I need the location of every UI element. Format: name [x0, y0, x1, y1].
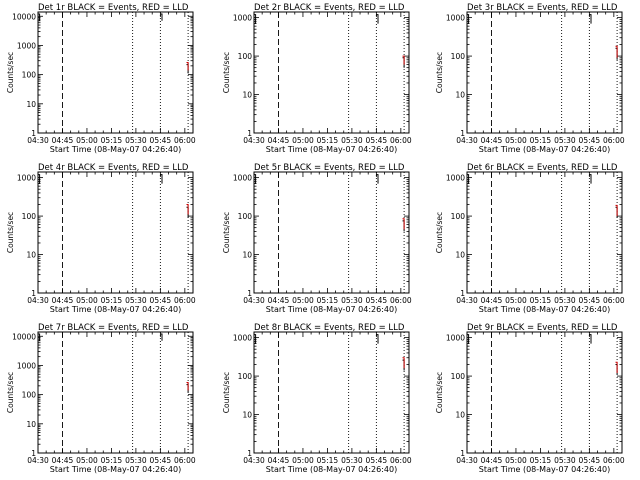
y-axis-label: Counts/sec [6, 371, 15, 414]
y-tick-label: 100 [450, 372, 465, 382]
x-tick-label: 05:15 [529, 136, 552, 145]
x-tick-label: 04:45 [51, 296, 74, 305]
x-tick-label: 04:30 [27, 296, 49, 305]
y-tick-label: 10 [242, 410, 252, 420]
x-tick-label: 04:30 [456, 136, 478, 145]
lld-series-line [616, 362, 618, 373]
x-tick-label: 04:45 [480, 296, 503, 305]
y-tick-label: 100 [450, 212, 465, 222]
x-tick-label: 04:45 [51, 136, 74, 145]
detector-panel [222, 3, 412, 154]
detector-panel [6, 3, 196, 154]
x-tick-label: 06:00 [174, 456, 196, 465]
x-tick-label: 04:30 [243, 456, 265, 465]
x-tick-label: 05:15 [100, 296, 123, 305]
y-tick-label: 10000 [12, 12, 36, 22]
y-tick-label: 1000 [16, 361, 36, 371]
plot-frame [38, 12, 193, 133]
y-tick-label: 1000 [232, 333, 252, 343]
plot-frame [467, 332, 622, 453]
panel-title: Det 6r BLACK = Events, RED = LLD [467, 163, 618, 173]
x-tick-label: 04:30 [243, 136, 265, 145]
y-tick-label: 100 [21, 70, 36, 80]
x-tick-label: 05:30 [554, 136, 576, 145]
x-tick-label: 06:00 [603, 136, 625, 145]
y-tick-label: 10000 [12, 332, 36, 342]
plot-frame [467, 12, 622, 133]
x-tick-label: 05:00 [292, 296, 314, 305]
lld-series-line [403, 358, 405, 369]
y-tick-label: 100 [237, 372, 252, 382]
lld-series-line [403, 219, 405, 230]
x-tick-label: 05:30 [125, 136, 147, 145]
x-tick-label: 05:15 [529, 456, 552, 465]
lld-series-line [187, 205, 189, 215]
x-tick-label: 05:45 [149, 136, 172, 145]
x-tick-label: 06:00 [174, 136, 196, 145]
x-tick-label: 04:45 [267, 296, 290, 305]
plot-frame [38, 332, 193, 453]
y-tick-label: 10 [455, 250, 465, 260]
x-tick-label: 06:00 [390, 456, 412, 465]
y-axis-label: Counts/sec [435, 51, 444, 94]
y-tick-label: 10 [26, 99, 36, 109]
x-axis-label: Start Time (08-May-07 04:26:40) [265, 145, 398, 154]
x-tick-label: 06:00 [174, 296, 196, 305]
x-tick-label: 05:15 [529, 296, 552, 305]
x-tick-label: 05:15 [316, 136, 339, 145]
y-tick-label: 100 [21, 212, 36, 222]
x-axis-label: Start Time (08-May-07 04:26:40) [265, 305, 398, 314]
x-tick-label: 04:45 [480, 456, 503, 465]
x-tick-label: 06:00 [603, 456, 625, 465]
plot-frame [254, 12, 409, 133]
y-tick-label: 10 [242, 250, 252, 260]
y-axis-label: Counts/sec [222, 51, 231, 94]
x-tick-label: 05:30 [554, 296, 576, 305]
y-tick-label: 10 [26, 419, 36, 429]
x-tick-label: 05:00 [505, 136, 527, 145]
x-tick-label: 05:45 [365, 296, 388, 305]
x-tick-label: 06:00 [390, 296, 412, 305]
x-tick-label: 05:15 [100, 456, 123, 465]
x-tick-label: 05:30 [341, 296, 363, 305]
x-tick-label: 05:30 [341, 456, 363, 465]
x-tick-label: 06:00 [390, 136, 412, 145]
detector-panel [222, 163, 412, 314]
panel-title: Det 2r BLACK = Events, RED = LLD [254, 3, 405, 13]
x-tick-label: 04:45 [267, 456, 290, 465]
x-axis-label: Start Time (08-May-07 04:26:40) [49, 305, 182, 314]
detector-panel [6, 323, 196, 474]
y-tick-label: 1000 [445, 13, 465, 23]
x-tick-label: 05:45 [149, 296, 172, 305]
x-tick-label: 05:30 [341, 136, 363, 145]
y-tick-label: 1000 [232, 13, 252, 23]
x-tick-label: 05:15 [100, 136, 123, 145]
panel-title: Det 5r BLACK = Events, RED = LLD [254, 163, 405, 173]
panel-title: Det 1r BLACK = Events, RED = LLD [38, 3, 189, 13]
detector-panel [435, 323, 625, 474]
y-tick-label: 1000 [445, 173, 465, 183]
x-tick-label: 05:00 [76, 136, 98, 145]
panel-title: Det 4r BLACK = Events, RED = LLD [38, 163, 189, 173]
x-tick-label: 05:15 [316, 456, 339, 465]
x-tick-label: 04:45 [267, 136, 290, 145]
y-tick-label: 1000 [232, 173, 252, 183]
plot-frame [38, 172, 193, 293]
panel-title: Det 8r BLACK = Events, RED = LLD [254, 323, 405, 333]
y-tick-label: 10 [455, 410, 465, 420]
y-tick-label: 1 [460, 289, 465, 298]
detector-panel [435, 163, 625, 314]
x-axis-label: Start Time (08-May-07 04:26:40) [49, 145, 182, 154]
panel-title: Det 7r BLACK = Events, RED = LLD [38, 323, 189, 333]
x-tick-label: 04:30 [456, 296, 478, 305]
y-axis-label: Counts/sec [435, 211, 444, 254]
y-axis-label: Counts/sec [435, 371, 444, 414]
x-tick-label: 05:30 [125, 456, 147, 465]
y-tick-label: 1000 [16, 173, 36, 183]
x-tick-label: 05:00 [76, 456, 98, 465]
y-tick-label: 1 [247, 289, 252, 298]
x-tick-label: 05:00 [292, 456, 314, 465]
x-tick-label: 05:45 [365, 136, 388, 145]
y-tick-label: 10 [26, 250, 36, 260]
lld-series-line [187, 383, 189, 391]
x-tick-label: 05:45 [578, 456, 601, 465]
y-axis-label: Counts/sec [6, 211, 15, 254]
x-axis-label: Start Time (08-May-07 04:26:40) [478, 305, 611, 314]
y-tick-label: 10 [242, 90, 252, 100]
y-tick-label: 100 [21, 390, 36, 400]
y-tick-label: 1000 [445, 333, 465, 343]
y-tick-label: 1 [31, 129, 36, 138]
x-tick-label: 05:45 [578, 136, 601, 145]
x-tick-label: 05:45 [578, 296, 601, 305]
x-tick-label: 05:30 [125, 296, 147, 305]
panel-title: Det 9r BLACK = Events, RED = LLD [467, 323, 618, 333]
y-tick-label: 1 [247, 129, 252, 138]
x-tick-label: 05:15 [316, 296, 339, 305]
x-tick-label: 04:30 [27, 456, 49, 465]
lld-series-line [187, 63, 189, 71]
x-tick-label: 04:30 [243, 296, 265, 305]
y-axis-label: Counts/sec [222, 371, 231, 414]
y-tick-label: 1000 [16, 41, 36, 51]
detector-panel [6, 163, 196, 314]
panel-title: Det 3r BLACK = Events, RED = LLD [467, 3, 618, 13]
y-tick-label: 1 [460, 449, 465, 458]
x-tick-label: 04:30 [27, 136, 49, 145]
x-axis-label: Start Time (08-May-07 04:26:40) [49, 465, 182, 474]
x-tick-label: 05:45 [365, 456, 388, 465]
x-tick-label: 04:45 [51, 456, 74, 465]
x-tick-label: 05:00 [505, 456, 527, 465]
x-tick-label: 06:00 [603, 296, 625, 305]
x-tick-label: 04:45 [480, 136, 503, 145]
x-axis-label: Start Time (08-May-07 04:26:40) [478, 145, 611, 154]
plot-frame [467, 172, 622, 293]
y-tick-label: 1 [460, 129, 465, 138]
x-axis-label: Start Time (08-May-07 04:26:40) [265, 465, 398, 474]
x-tick-label: 05:00 [292, 136, 314, 145]
y-tick-label: 10 [455, 90, 465, 100]
y-tick-label: 100 [237, 52, 252, 62]
y-tick-label: 1 [247, 449, 252, 458]
y-axis-label: Counts/sec [222, 211, 231, 254]
x-axis-label: Start Time (08-May-07 04:26:40) [478, 465, 611, 474]
plot-frame [254, 332, 409, 453]
y-tick-label: 100 [237, 212, 252, 222]
detector-panel [222, 323, 412, 474]
x-tick-label: 05:00 [505, 296, 527, 305]
y-tick-label: 1 [31, 289, 36, 298]
y-tick-label: 100 [450, 52, 465, 62]
x-tick-label: 05:45 [149, 456, 172, 465]
detector-panel [435, 3, 625, 154]
y-tick-label: 1 [31, 449, 36, 458]
x-tick-label: 04:30 [456, 456, 478, 465]
x-tick-label: 05:00 [76, 296, 98, 305]
plot-frame [254, 172, 409, 293]
x-tick-label: 05:30 [554, 456, 576, 465]
y-axis-label: Counts/sec [6, 51, 15, 94]
